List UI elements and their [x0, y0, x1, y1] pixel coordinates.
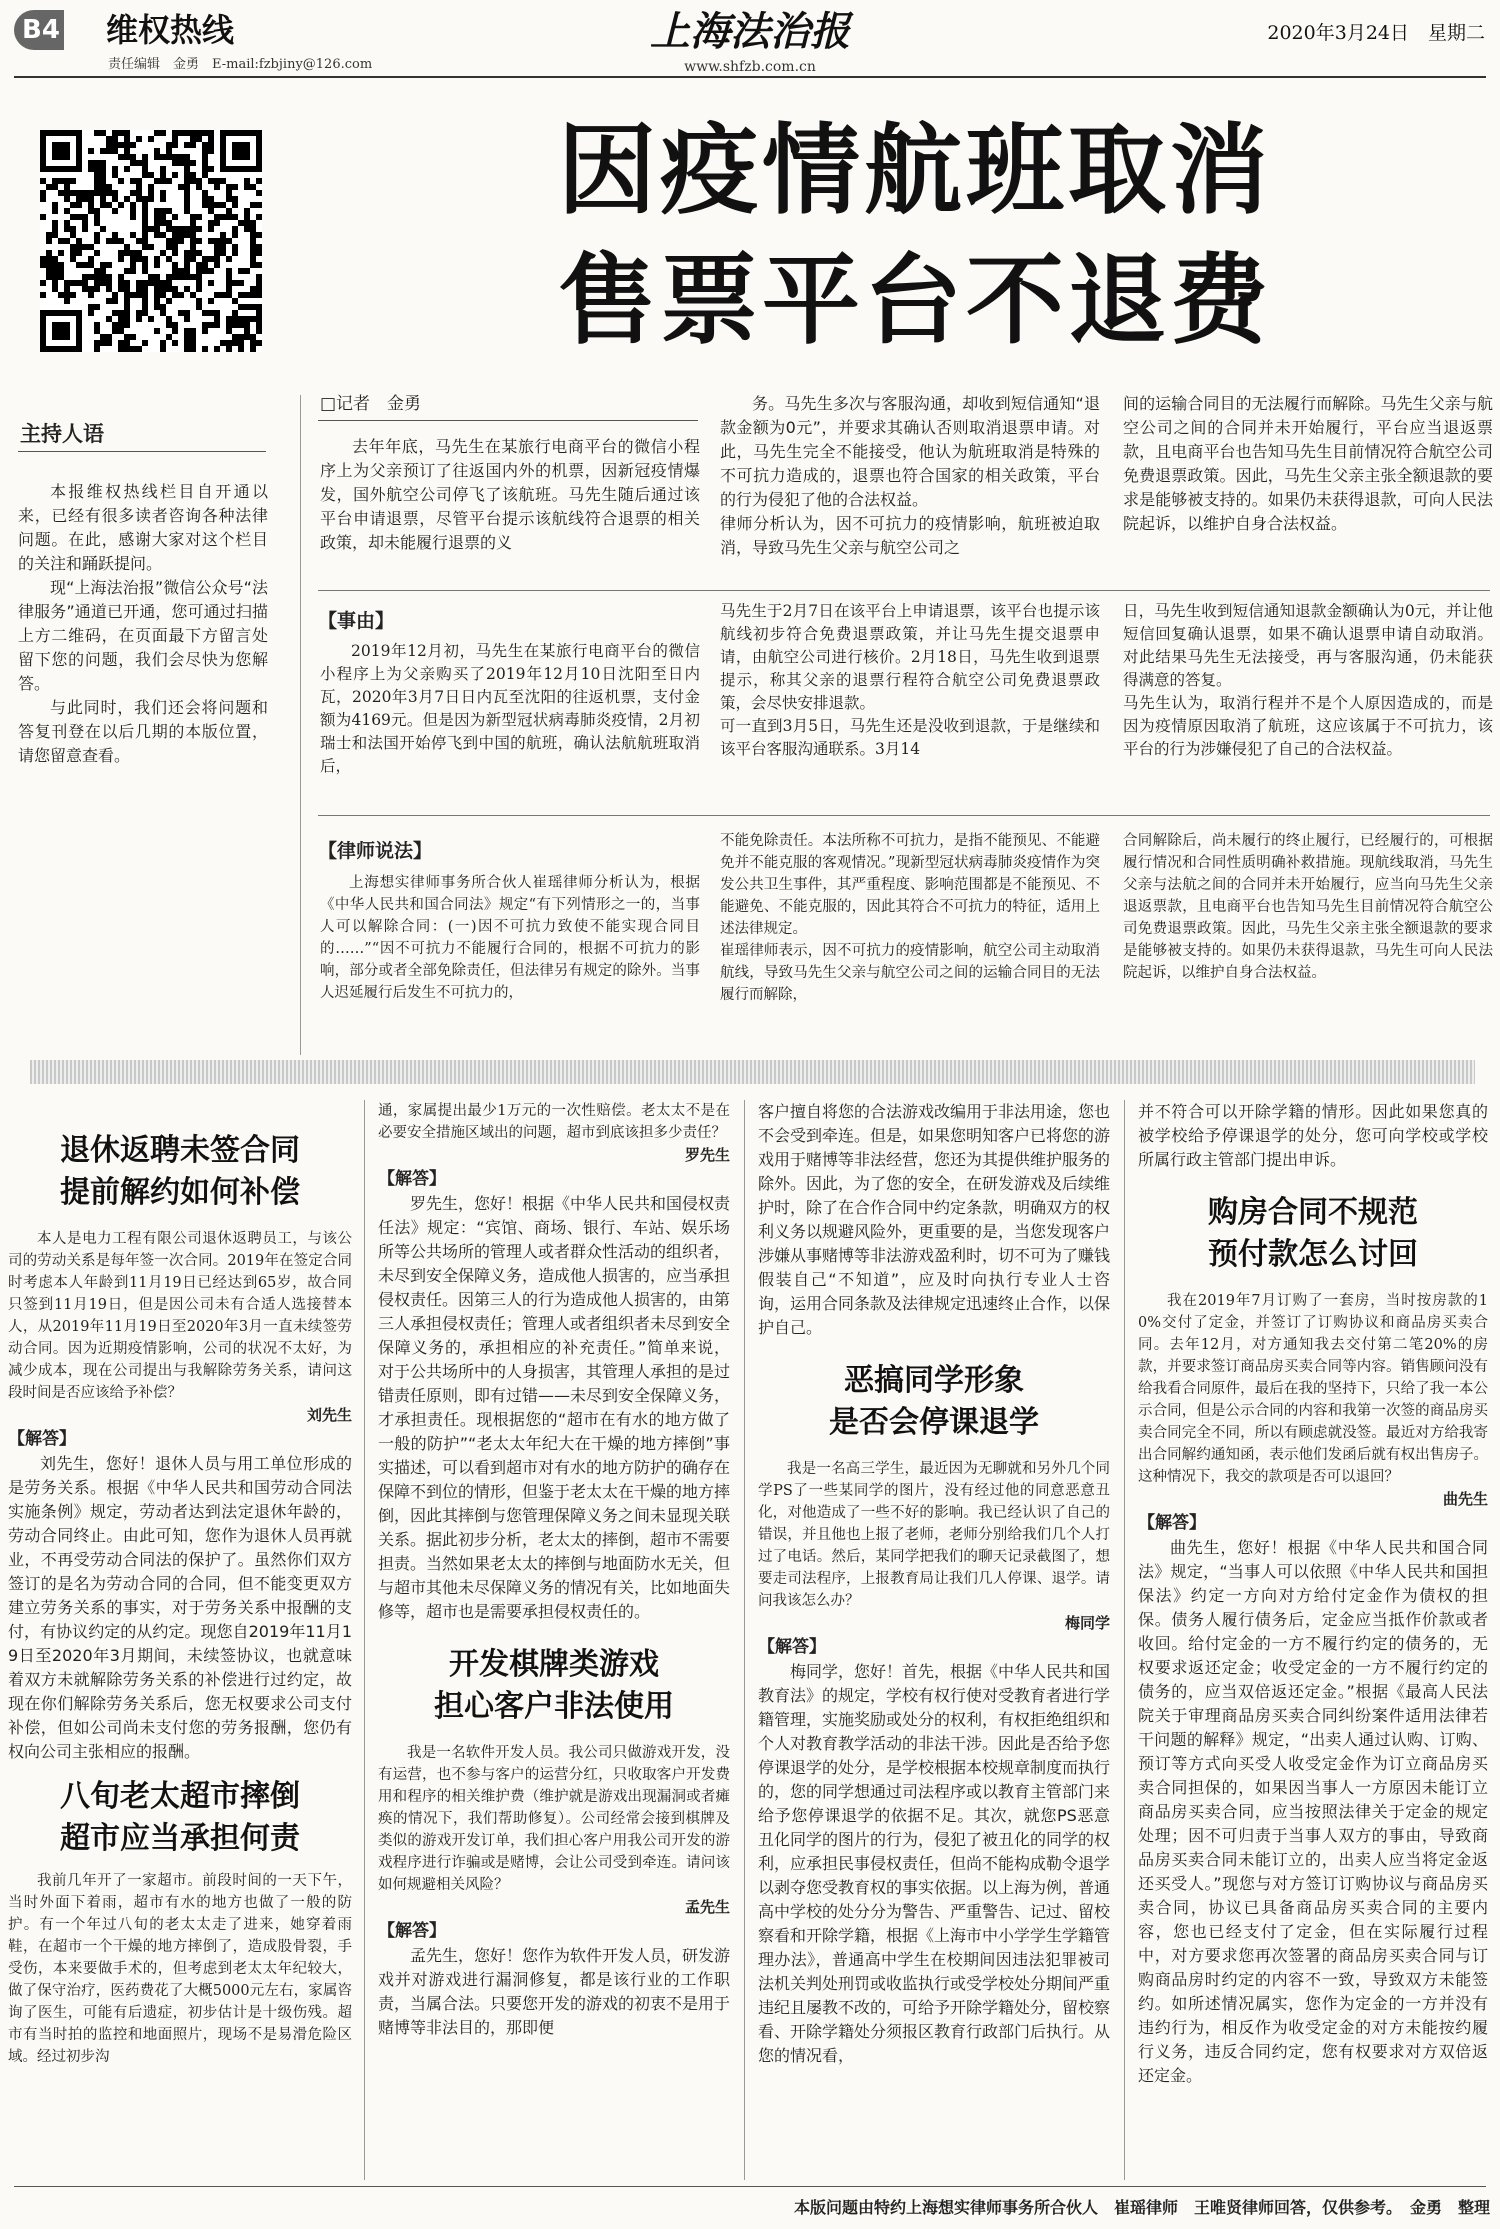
column-4: [1138, 1100, 1488, 2088]
column-2: [378, 1100, 730, 2040]
column-1: [8, 1130, 352, 2068]
headline-4: 恶搞同学形象 是否会停课退学: [829, 1363, 1039, 1440]
asker-1: 刘先生: [306, 1406, 352, 1424]
lead-col1: 去年年底，马先生在某旅行电商平台的微信小程序上为父亲预订了往返国内外的机票，因新冠疫情爆发，国外航空公司停飞了该航班。马先生随后通过该平台申请退票，尽管平台提示该航线符合退票的相关政策，却未能履行退票的义: [320, 437, 700, 552]
host-paragraph: 现“上海法治报”微信公众号“法律服务”通道已开通，您可通过扫描上方二维码，在页面最下方留言处留下您的问题，我们会尽快为您解答。: [18, 578, 268, 693]
answer-2: 罗先生，您好！根据《中华人民共和国侵权责任法》规定：“宾馆、商场、银行、车站、娱乐场所等公共场所的管理人或者群众性活动的组织者，未尽到安全保障义务，造成他人损害的，应当承担侵权责任。因第三人的行为造成他人损害的，由第三人承担侵权责任；管理人或者组织者未尽到安全保障义务的，承担相应的补充责任。”简单来说，对于公共场所中的人身损害，其管理人承担的是过错责任原则，即有过错——未尽到安全保障义务，才承担责任。现根据您的“超市在有水的地方做了一般的防护”“老太太年纪大在干燥的地方摔倒”事实描述，可以看到超市对有水的地方防护的确存在保障不到位的情形，但鉴于老太太在干燥的地方摔倒，因此其摔倒与您管理保障义务之间未显现关联关系。据此初步分析，老太太的摔倒，超市不需要担责。当然如果老太太的摔倒与地面防水无关，但与超市其他未尽保障义务的情况有关，比如地面失修等，超市也是需要承担侵权责任的。: [378, 1194, 731, 1621]
question-4: 我是一名高三学生，最近因为无聊就和另外几个同学PS了一些某同学的图片，没有经过他的同意恶意丑化，对他造成了一些不好的影响。我已经认识了自己的错误，并且他也上报了老师，老师分别给我们几个人打过了电话。然后，某同学把我们的聊天记录截图了，想要走司法程序，上报教育局让我们几人停课、退学。请问我该怎么办？: [758, 1461, 1110, 1609]
column-divider: [744, 1100, 745, 2180]
lead-rule: [318, 590, 1490, 591]
question-2: 我前几年开了一家超市。前段时间的一天下午，当时外面下着雨，超市有水的地方也做了一般的防护。有一个年过八旬的老太太走了进来，她穿着雨鞋，在超市一个干燥的地方摔倒了，造成股骨裂，手受伤，本来要做手术的，但考虑到老太太年纪较大，做了保守治疗，医药费花了大概5000元左右，家属咨询了医生，可能有后遗症，初步估计是十级伤残。超市有当时拍的监控和地面照片，现场不是易滑危险区域。经过初步沟: [8, 1873, 352, 2065]
question-3: 我是一名软件开发人员。我公司只做游戏开发，没有运营，也不参与客户的运营分红，只收取客户开发费用和程序的相关维护费（维护就是游戏出现漏洞或者瘫痪的情况下，我们帮助修复）。公司经常会接到棋牌及类似的游戏开发订单，我们担心客户用我公司开发的游戏程序进行诈骗或是赌博，会让公司受到牵连。请问该如何规避相关风险？: [378, 1745, 730, 1893]
lawyer-label: 【律师说法】: [318, 840, 433, 862]
headline-5: 购房合同不规范 预付款怎么讨回: [1208, 1195, 1418, 1272]
question-1: 本人是电力工程有限公司退休返聘员工，与该公司的劳动关系是每年签一次合同。2019年在签定合同时考虑本人年龄到11月19日已经达到65岁，故合同只签到11月19日，但是因公司未有合适人选接替本人，从2019年11月19日至2020年3月一直未续签劳动合同。因为近期疫情影响，公司的状况不太好，为减少成本，现在公司提出与我解除劳务关系，请问这段时间是否应该给予补偿？: [8, 1231, 352, 1401]
facts-label: 【事由】: [318, 610, 395, 632]
host-label: 主持人语: [20, 422, 104, 446]
answer-label: 【解答】: [758, 1637, 826, 1657]
issue-date: 2020年3月24日 星期二: [1267, 22, 1485, 44]
section-divider: [30, 1060, 1475, 1084]
facts-col3: 日，马先生收到短信通知退款金额确认为0元，并让他短信回复确认退票，如果不确认退票申请自动取消。对此结果马先生无法接受，再与客服沟通，仍未能获得满意的答复。 马先生认为，取消行程并不是个人原因造成的，而是因为疫情原因取消了航班，这应该属于不可抗力，该平台的行为涉嫌侵犯了自己的合法权益。: [1123, 602, 1493, 758]
reporter-byline: □记者 金勇: [320, 394, 422, 414]
host-rule: [18, 451, 266, 452]
answer-label: 【解答】: [1138, 1513, 1206, 1533]
website: www.shfzb.com.cn: [684, 59, 816, 75]
column-3: [758, 1100, 1110, 2068]
section-title: 维权热线: [106, 11, 235, 49]
facts-rule: [318, 815, 1490, 816]
headline-3: 开发棋牌类游戏 担心客户非法使用: [434, 1647, 674, 1724]
lead-col2: 务。马先生多次与客服沟通，却收到短信通知“退款金额为0元”，并要求其确认否则取消退票申请。对此，马先生完全不能接受，他认为航班取消是特殊的不可抗力造成的，退票也符合国家的相关政策，平台的行为侵犯了他的合法权益。 律师分析认为，因不可抗力的疫情影响，航班被迫取消，导致马先生父亲与航空公司之: [720, 394, 1100, 557]
answer-4-cont: 并不符合可以开除学籍的情形。因此如果您真的被学校给予停课退学的处分，您可向学校或学校所属行政主管部门提出申诉。: [1138, 1102, 1488, 1169]
answer-3-cont: 客户擅自将您的合法游戏改编用于非法用途，您也不会受到牵连。但是，如果您明知客户已将您的游戏用于赌博等非法经营，您还为其提供维护服务的除外。因此，为了您的安全，在研发游戏及后续维护时，除了在合作合同中约定条款，明确双方的权利义务以规避风险外，更重要的是，当您发现客户涉嫌从事赌博等非法游戏盈利时，切不可为了赚钱假装自己“不知道”，应及时向执行专业人士咨询，运用合同条款及法律规定迅速终止合作，以保护自己。: [758, 1102, 1111, 1337]
asker-2: 罗先生: [684, 1146, 730, 1164]
lead-col3: 间的运输合同目的无法履行而解除。马先生父亲与航空公司之间的合同并未开始履行，平台应当退返票款，且电商平台也告知马先生目前情况符合航空公司免费退票政策。因此，马先生父亲主张全额退款的要求是能够被支持的。如果仍未获得退款，可向人民法院起诉，以维护自身合法权益。: [1123, 394, 1493, 533]
lawyer-col1: 上海想实律师事务所合伙人崔瑶律师分析认为，根据《中华人民共和国合同法》规定“有下列情形之一的，当事人可以解除合同：(一)因不可抗力致使不能实现合同目的……”“因不可抗力不能履行合同的，根据不可抗力的影响，部分或者全部免除责任，但法律另有规定的除外。当事人迟延履行后发生不可抗力的，: [320, 875, 700, 1001]
main-title-line1: 因疫情航班取消: [557, 114, 1272, 228]
asker-5: 曲先生: [1442, 1490, 1488, 1508]
editor-line: 责任编辑 金勇 E-mail:fzbjiny@126.com: [108, 57, 373, 72]
host-paragraph: 本报维权热线栏目自开通以来，已经有很多读者咨询各种法律问题。在此，感谢大家对这个栏目的关注和踊跃提问。: [18, 482, 268, 573]
page-badge: B4: [14, 10, 64, 50]
main-title-line2: 售票平台不退费: [557, 244, 1272, 358]
column-divider: [364, 1100, 365, 2180]
footer-note: 本版问题由特约上海想实律师事务所合伙人 崔瑶律师 王唯贤律师回答，仅供参考。 金勇 整理: [793, 2198, 1490, 2217]
answer-label: 【解答】: [378, 1921, 446, 1941]
headline-2: 八旬老太超市摔倒 超市应当承担何责: [60, 1779, 300, 1856]
answer-5: 曲先生，您好！根据《中华人民共和国合同法》规定，“当事人可以依照《中华人民共和国担保法》约定一方向对方给付定金作为债权的担保。债务人履行债务后，定金应当抵作价款或者收回。给付定金的一方不履行约定的债务的，无权要求返还定金；收受定金的一方不履行约定的债务的，应当双倍返还定金。”根据《最高人民法院关于审理商品房买卖合同纠纷案件适用法律若干问题的解释》规定，“出卖人通过认购、订购、预订等方式向买受人收受定金作为订立商品房买卖合同担保的，如果因当事人一方原因未能订立商品房买卖合同，应当按照法律关于定金的规定处理；因不可归责于当事人双方的事由，导致商品房买卖合同未能订立的，出卖人应当将定金返还买受人。”现您与对方签订订购协议与商品房买卖合同，协议已具备商品房买卖合同的主要内容，您也已经支付了定金，但在实际履行过程中，对方要求您再次签署的商品房买卖合同与订购商品房时约定的内容不一致，导致双方未能签约。如所述情况属实，您作为定金的一方并没有违约行为，相反作为收受定金的对方未能按约履行义务，违反合同约定，您有权要求对方双倍返还定金。: [1138, 1538, 1488, 2085]
footer-rule: [14, 2186, 1486, 2187]
question-2-cont: 通，家属提出最少1万元的一次性赔偿。老太太不是在必要安全措施区域出的问题，超市到底该担多少责任？: [378, 1103, 730, 1141]
host-text: [18, 480, 268, 768]
masthead: 上海法治报: [650, 8, 850, 55]
answer-3: 孟先生，您好！您作为软件开发人员，研发游戏并对游戏进行漏洞修复，都是该行业的工作职责，当属合法。只要您开发的游戏的初衷不是用于赌博等非法目的，那即便: [378, 1946, 731, 2037]
answer-4: 梅同学，您好！首先，根据《中华人民共和国教育法》的规定，学校有权行使对受教育者进行学籍管理，实施奖励或处分的权利，有权拒绝组织和个人对教育教学活动的非法干涉。因此是否给予您停课退学的处分，是学校根据本校规章制度而执行的，您的同学想通过司法程序或以教育主管部门来给予您停课退学的依据不足。其次，就您PS恶意丑化同学的图片的行为，侵犯了被丑化的同学的权利，应承担民事侵权责任，但尚不能构成勒令退学以剥夺您受教育权的事实依据。以上海为例，普通高中学校的处分分为警告、严重警告、记过、留校察看和开除学籍，根据《上海市中小学学生学籍管理办法》，普通高中学生在校期间因违法犯罪被司法机关判处刑罚或收监执行或受学校处分期间严重违纪且屡教不改的，可给予开除学籍处分，留校察看、开除学籍处分须报区教育行政部门后执行。从您的情况看，: [758, 1662, 1111, 2065]
facts-col1: 2019年12月初，马先生在某旅行电商平台的微信小程序上为父亲购买了2019年12月10日沈阳至日内瓦，2020年3月7日日内瓦至沈阳的往返机票，支付金额为4169元。但是因为新型冠状病毒肺炎疫情，2月初瑞士和法国开始停飞到中国的航班，确认法航航班取消后，: [320, 642, 700, 775]
asker-3: 孟先生: [684, 1898, 730, 1916]
lawyer-col3: 合同解除后，尚未履行的终止履行，已经履行的，可根据履行情况和合同性质明确补救措施。现航线取消，马先生父亲与法航之间的合同并未开始履行，应当向马先生父亲退返票款，且电商平台也告知马先生目前情况符合航空公司免费退票政策。因此，马先生父亲主张全额退款的要求是能够被支持的。如果仍未获得退款，马先生可向人民法院起诉，以维护自身合法权益。: [1123, 833, 1493, 981]
host-paragraph: 与此同时，我们还会将问题和答复刊登在以后几期的本版位置，请您留意查看。: [18, 698, 268, 765]
asker-4: 梅同学: [1064, 1614, 1110, 1632]
reporter-rule: [318, 420, 698, 421]
lawyer-col2: 不能免除责任。本法所称不可抗力，是指不能预见、不能避免并不能克服的客观情况。”现新型冠状病毒肺炎疫情作为突发公共卫生事件，其严重程度、影响范围都是不能预见、不能避免、不能克服的，因此其符合不可抗力的特征，适用上述法律规定。 崔瑶律师表示，因不可抗力的疫情影响，航空公司主动取消航线，导致马先生父亲与航空公司之间的运输合同目的无法履行而解除，: [720, 833, 1100, 1003]
headline-1: 退休返聘未签合同 提前解约如何补偿: [60, 1133, 300, 1210]
column-divider: [300, 395, 301, 1055]
header-rule: [14, 76, 1486, 78]
answer-1: 刘先生，您好！退休人员与用工单位形成的是劳务关系。根据《中华人民共和国劳动合同法实施条例》规定，劳动者达到法定退休年龄的，劳动合同终止。由此可知，您作为退休人员再就业，不再受劳动合同法的保护了。虽然你们双方签订的是名为劳动合同的合同，但不能变更双方建立劳务关系的事实，对于劳务关系中报酬的支付，有协议约定的从约定。现您自2019年11月19日至2020年3月期间，未续签协议，也就意味着双方未就解除劳务关系的补偿进行过约定，故现在你们解除劳务关系后，您无权要求公司支付补偿，但如公司尚未支付您的劳务报酬，您仍有权向公司主张相应的报酬。: [8, 1454, 352, 1761]
answer-label: 【解答】: [8, 1429, 76, 1449]
qr-code: [40, 130, 262, 352]
column-divider: [1124, 1100, 1125, 2180]
question-5: 我在2019年7月订购了一套房，当时按房款的10%交付了定金，并签订了订购协议和商品房买卖合同。去年12月，对方通知我去交付第二笔20%的房款，并要求签订商品房买卖合同等内容。销售顾问没有给我看合同原件，最后在我的坚持下，只给了我一本公示合同，但是公示合同的内容和我第一次签的商品房买卖合同完全不同，所以有顾虑就没签。最近对方给我寄出合同解约通知函，表示他们发函后就有权出售房子。这种情况下，我交的款项是否可以退回？: [1138, 1293, 1488, 1485]
answer-label: 【解答】: [378, 1169, 446, 1189]
facts-col2: 马先生于2月7日在该平台上申请退票，该平台也提示该航线初步符合免费退票政策，并让马先生提交退票申请，由航空公司进行核价。2月18日，马先生收到退票提示，称其父亲的退票行程符合航空公司免费退票政策，会尽快安排退款。 可一直到3月5日，马先生还是没收到退款，于是继续和该平台客服沟通联系。3月14: [720, 602, 1100, 758]
